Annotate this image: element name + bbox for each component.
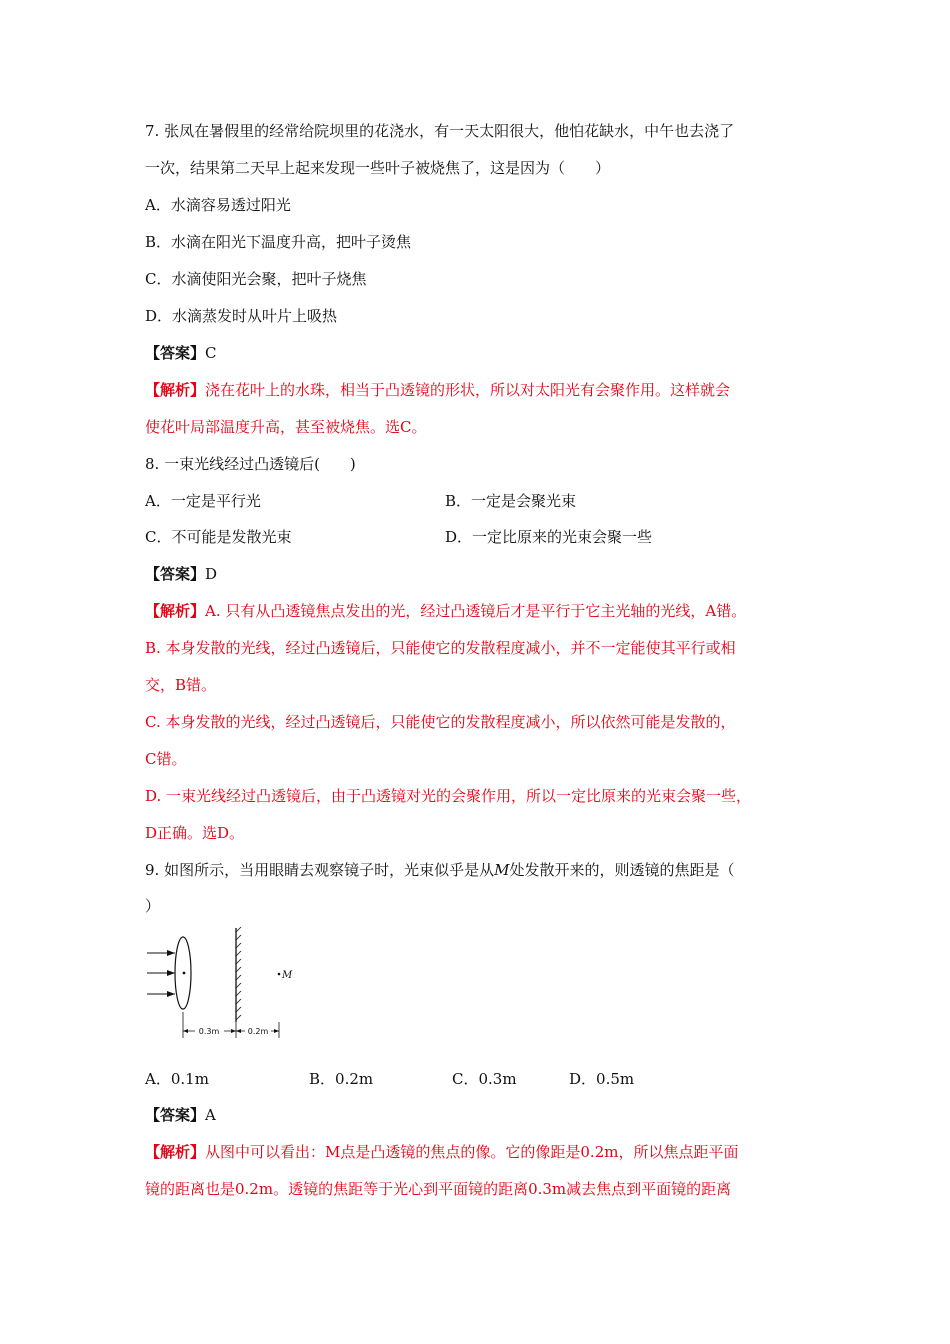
point-m <box>278 973 281 976</box>
incident-light-rays <box>147 950 175 997</box>
q8-analysis-line1 <box>145 601 813 621</box>
q9-analysis-line1 <box>145 1142 813 1162</box>
q9-stem-line2: ） <box>145 897 161 915</box>
q8-analysis-line3: 交，B错。 <box>145 676 217 694</box>
lens-optical-center <box>183 972 186 975</box>
q9-option-c: C．0.3m <box>452 1070 517 1088</box>
q9-stem-m: M <box>494 861 510 879</box>
answer-label: 【答案】 <box>145 344 206 362</box>
q9-stem-pre: 9. 如图所示，当用眼睛去观察镜子时，光束似乎是从 <box>145 861 495 879</box>
q8-option-d: D．一定比原来的光束会聚一些 <box>445 528 653 546</box>
q8-answer <box>145 564 813 584</box>
q9-stem-post: 处发散开来的，则透镜的焦距是（ <box>509 861 735 879</box>
q8-answer-value: D <box>205 565 218 583</box>
q9-answer <box>145 1105 813 1125</box>
analysis-label: 【解析】 <box>145 1143 206 1161</box>
q7-answer <box>145 343 813 363</box>
q8-analysis-line6: D. 一束光线经过凸透镜后，由于凸透镜对光的会聚作用，所以一定比原来的光束会聚一些， <box>145 787 752 805</box>
analysis-label: 【解析】 <box>145 602 206 620</box>
plane-mirror <box>236 927 241 1022</box>
q8-option-a: A．一定是平行光 <box>145 492 261 510</box>
q9-option-a: A．0.1m <box>145 1070 209 1088</box>
lens-mirror-diagram <box>143 922 303 1067</box>
q7-analysis-line2: 使花叶局部温度升高，甚至被烧焦。选C。 <box>145 418 427 436</box>
q7-stem-line2: 一次，结果第二天早上起来发现一些叶子被烧焦了，这是因为（ ） <box>145 159 611 177</box>
q9-answer-value: A <box>205 1106 216 1124</box>
answer-label: 【答案】 <box>145 565 206 583</box>
q8-analysis-line4: C. 本身发散的光线，经过凸透镜后，只能使它的发散程度减小，所以依然可能是发散的， <box>145 713 736 731</box>
q7-option-b: B．水滴在阳光下温度升高，把叶子烫焦 <box>145 233 412 251</box>
q8-option-c: C．不可能是发散光束 <box>145 528 292 546</box>
q7-option-d: D．水滴蒸发时从叶片上吸热 <box>145 307 338 325</box>
q8-stem: 8. 一束光线经过凸透镜后( ) <box>145 455 356 473</box>
distance-label-lens-mirror: 0.3m <box>198 1027 220 1036</box>
q8-analysis-line7: D正确。选D。 <box>145 824 245 842</box>
q8-analysis-text1: A. 只有从凸透镜焦点发出的光，经过凸透镜后才是平行于它主光轴的光线，A错。 <box>205 602 747 620</box>
q8-analysis-line5: C错。 <box>145 750 187 768</box>
q9-analysis-text1: 从图中可以看出：M点是凸透镜的焦点的像。它的像距是0.2m，所以焦点距平面 <box>205 1143 739 1161</box>
q8-options-row1 <box>145 491 813 511</box>
q7-analysis-text1: 浇在花叶上的水珠，相当于凸透镜的形状，所以对太阳光有会聚作用。这样就会 <box>205 381 731 399</box>
q7-option-c: C．水滴使阳光会聚，把叶子烧焦 <box>145 270 367 288</box>
q9-analysis-line2: 镜的距离也是0.2m。透镜的焦距等于光心到平面镜的距离0.3m减去焦点到平面镜的距离 <box>145 1180 732 1198</box>
q7-stem-line1: 7. 张凤在暑假里的经常给院坝里的花浇水，有一天太阳很大，他怕花缺水，中午也去浇了 <box>145 122 735 140</box>
q7-analysis-line1 <box>145 380 813 400</box>
q8-options-row2 <box>145 527 813 547</box>
q9-option-d: D．0.5m <box>569 1070 635 1088</box>
q8-analysis-line2: B. 本身发散的光线，经过凸透镜后，只能使它的发散程度减小，并不一定能使其平行或相 <box>145 639 736 657</box>
q9-option-b: B．0.2m <box>309 1070 374 1088</box>
q8-option-b: B．一定是会聚光束 <box>445 492 577 510</box>
q7-answer-value: C <box>205 344 217 362</box>
distance-label-mirror-m: 0.2m <box>247 1027 269 1036</box>
q9-stem-line1 <box>145 860 813 880</box>
analysis-label: 【解析】 <box>145 381 206 399</box>
point-m-label: M <box>282 970 293 981</box>
answer-label: 【答案】 <box>145 1106 206 1124</box>
q7-option-a: A．水滴容易透过阳光 <box>145 196 291 214</box>
